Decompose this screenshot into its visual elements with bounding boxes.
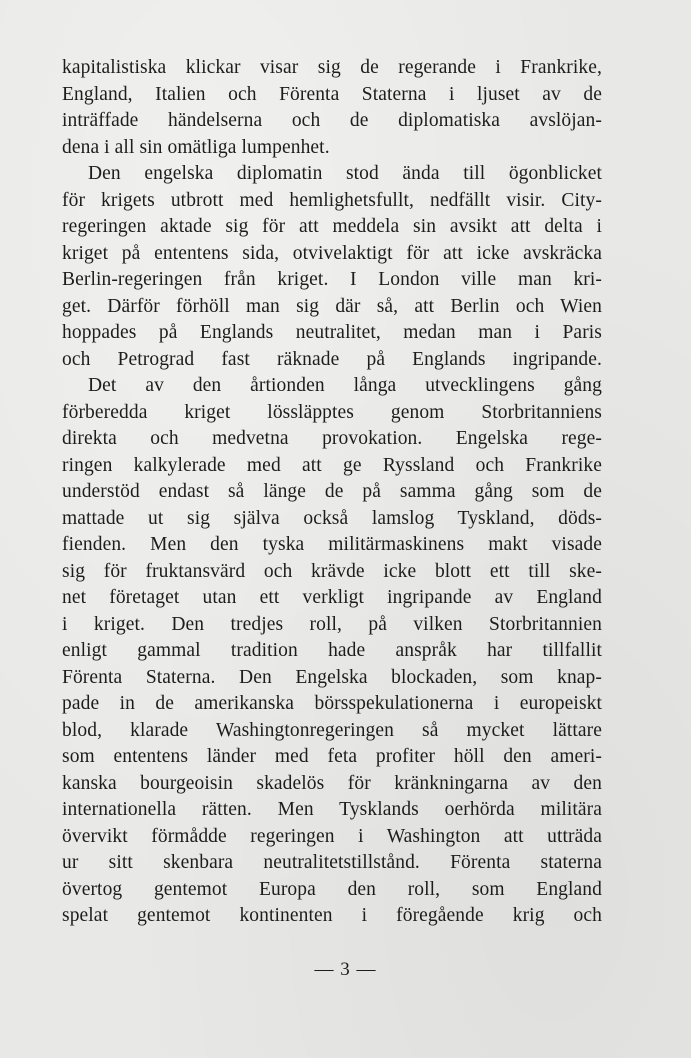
text-line-12: och Petrograd fast räknade på Englands ingripande. (62, 348, 602, 370)
text-line-26: blod, klarade Washingtonregeringen så mycket lättare (62, 719, 602, 741)
text-line-27: som ententens länder med feta profiter höll den ameri- (62, 746, 602, 767)
text-line-22: i kriget. Den tredjes roll, på vilken Storbritannien (62, 613, 602, 635)
text-line-33: spelat gentemot kontinenten i föregående krig och (62, 905, 602, 926)
text-line-2: England, Italien och Förenta Staterna i ljuset av de (62, 83, 602, 105)
text-line-16: ringen kalkylerade med att ge Ryssland och Frankrike (62, 454, 602, 476)
text-line-7: regeringen aktade sig för att meddela sin avsikt att delta i (62, 216, 602, 237)
text-line-14: förberedda kriget lössläpptes genom Storbritanniens (62, 401, 602, 423)
text-line-18: mattade ut sig själva också lamslog Tyskland, döds- (62, 507, 602, 529)
text-line-30: övervikt förmådde regeringen i Washington att utträda (62, 825, 602, 847)
body-text (62, 55, 602, 930)
text-line-24: Förenta Staterna. Den Engelska blockaden, som knap- (62, 666, 602, 688)
text-line-19: fienden. Men den tyska militärmaskinens makt visade (62, 534, 602, 555)
text-line-11: hoppades på Englands neutralitet, medan man i Paris (62, 322, 602, 343)
text-line-25: pade in de amerikanska börsspekulationerna i europeiskt (62, 693, 602, 714)
text-line-15: direkta och medvetna provokation. Engelska rege- (62, 428, 602, 449)
page-number: — 3 — (314, 959, 377, 980)
text-line-20: sig för fruktansvärd och krävde icke blott ett till ske- (62, 560, 602, 582)
text-line-32: övertog gentemot Europa den roll, som England (62, 878, 602, 900)
text-line-1: kapitalistiska klickar visar sig de regerande i Frankrike, (62, 57, 602, 78)
text-line-4: dena i all sin omätliga lumpenhet. (62, 136, 330, 158)
text-line-17: understöd endast så länge de på samma gång som de (62, 481, 602, 502)
text-line-28: kanska bourgeoisin skadelös för kränkningarna av den (62, 772, 602, 794)
text-line-8: kriget på ententens sida, otvivelaktigt för att icke avskräcka (62, 242, 602, 264)
text-line-9: Berlin-regeringen från kriget. I London ville man kri- (62, 269, 602, 290)
text-line-29: internationella rätten. Men Tysklands oerhörda militära (62, 799, 602, 820)
text-line-6: för krigets utbrott med hemlighetsfullt, nedfällt visir. City- (62, 189, 602, 211)
text-line-21: net företaget utan ett verkligt ingripande av England (62, 587, 602, 608)
text-line-10: get. Därför förhöll man sig där så, att Berlin och Wien (62, 295, 602, 317)
text-line-5: Den engelska diplomatin stod ända till ögonblicket (88, 163, 602, 184)
text-line-3: inträffade händelserna och de diplomatiska avslöjan- (62, 110, 602, 131)
text-line-31: ur sitt skenbara neutralitetstillstånd. Förenta staterna (62, 852, 602, 873)
text-line-23: enligt gammal tradition hade anspråk har tillfallit (62, 640, 602, 661)
text-line-13: Det av den årtionden långa utvecklingens gång (88, 375, 602, 396)
